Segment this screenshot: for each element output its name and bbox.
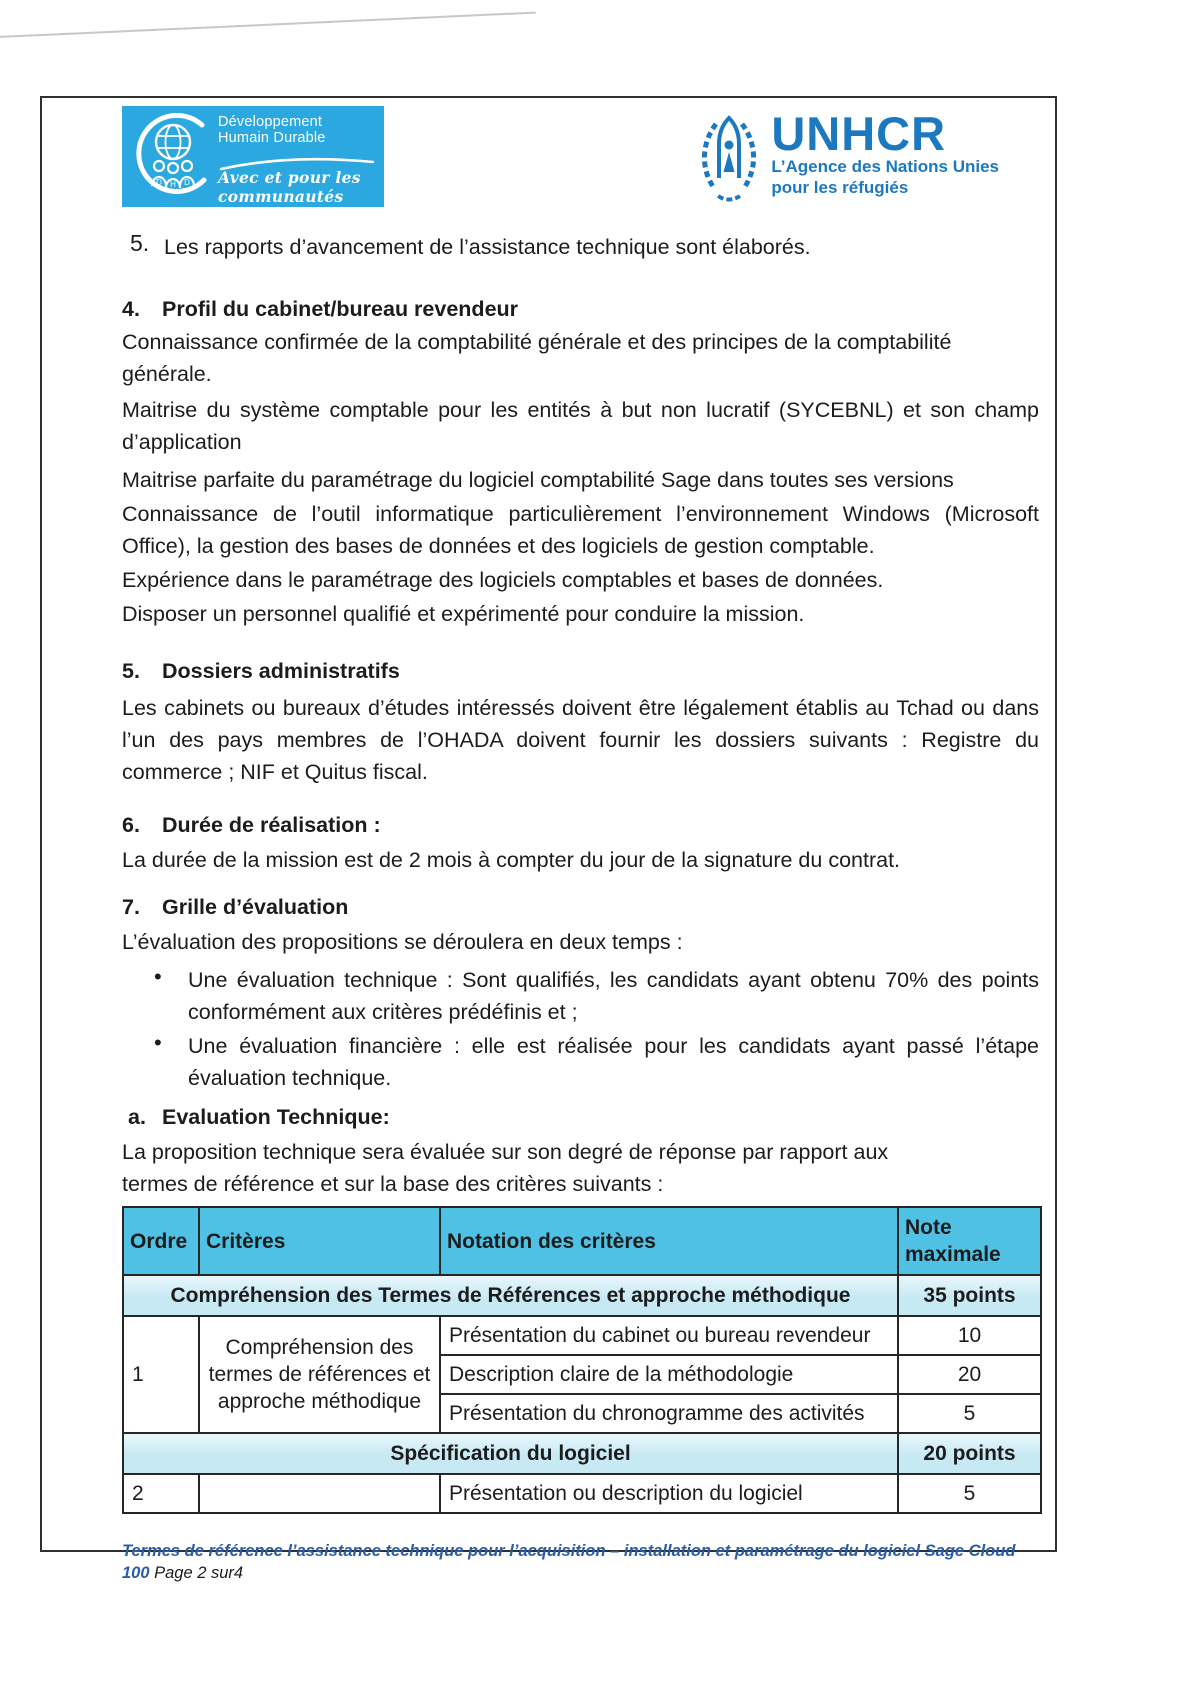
note-cell: 10 <box>898 1316 1041 1355</box>
section-4-paragraph-2: Maitrise du système comptable pour les entités à but non lucratif (SYCEBNL) et son champ d’application <box>122 398 1039 454</box>
subsection-heading-a <box>122 1102 1039 1132</box>
note-cell: 5 <box>898 1474 1041 1513</box>
unhcr-wordmark: UNHCR <box>771 107 947 160</box>
header-ordre: Ordre <box>123 1207 199 1275</box>
notation-cell: Présentation ou description du logiciel <box>440 1474 898 1513</box>
bullet-text: Une évaluation financière : elle est réalisée pour les candidats ayant passé l’étape évaluation technique. <box>188 1034 1039 1090</box>
note-cell: 20 <box>898 1355 1041 1394</box>
page-frame <box>40 96 1057 1582</box>
section-5-number: 5. <box>122 659 140 683</box>
scan-artifact-line <box>0 12 536 39</box>
group-2-label: Spécification du logiciel <box>123 1433 898 1474</box>
unhcr-subtitle-2: pour les réfugiés <box>771 178 909 197</box>
notation-cell: Description claire de la méthodologie <box>440 1355 898 1394</box>
section-6-paragraph-1: La durée de la mission est de 2 mois à compter du jour de la signature du contrat. <box>122 848 901 872</box>
subsection-a-title: Evaluation Technique: <box>162 1105 390 1129</box>
evaluation-table <box>122 1206 1042 1514</box>
section-4-paragraph-3: Maitrise parfaite du paramétrage du logiciel comptabilité Sage dans toutes ses versions <box>122 468 954 492</box>
list-item-5 <box>130 230 1039 262</box>
section-6-number: 6. <box>122 813 140 837</box>
section-5-paragraph-1: Les cabinets ou bureaux d’études intéressés doivent être légalement établis au Tchad ou dans l’un des pays membres de l’OHADA doivent fournir les dossiers suivants : Registre du commerce ; NIF et Quitus fiscal. <box>122 696 1039 784</box>
group-1-label: Compréhension des Termes de Références et approche méthodique <box>123 1275 898 1316</box>
section-heading-5 <box>122 656 1039 686</box>
header-note-maximale: Note maximale <box>898 1207 1041 1275</box>
unhcr-logo-text <box>771 107 999 198</box>
critere-cell <box>199 1474 440 1513</box>
section-4-paragraph-5: Expérience dans le paramétrage des logiciels comptables et bases de données. <box>122 568 884 592</box>
section-heading-6 <box>122 810 1039 840</box>
critere-cell: Compréhension des termes de références et approche méthodique <box>199 1316 440 1433</box>
dhd-emblem-icon <box>126 112 218 202</box>
section-5-title: Dossiers administratifs <box>162 659 400 683</box>
table-header-row <box>123 1207 1041 1275</box>
table-row <box>123 1474 1041 1513</box>
bullet-item-financiere <box>122 1030 1039 1094</box>
note-cell: 5 <box>898 1394 1041 1433</box>
list-item-text: Les rapports d’avancement de l’assistance technique sont élaborés. <box>164 235 811 259</box>
footer-page-number: Page 2 sur4 <box>154 1564 244 1582</box>
dhd-initial-d2: D <box>184 177 190 187</box>
group-2-points: 20 points <box>898 1433 1041 1474</box>
notation-cell: Présentation du chronogramme des activités <box>440 1394 898 1433</box>
header <box>122 106 1039 208</box>
page-footer <box>122 1540 1039 1584</box>
list-item-number: 5. <box>130 230 150 256</box>
bullet-icon <box>154 964 188 1028</box>
dhd-tagline: Avec et pour les communautés <box>218 167 361 206</box>
footer-document-title: Termes de référence l’assistance technique pour l’acquisition – installation et paramétrage du logiciel Sage Cloud 100 <box>122 1542 1016 1582</box>
section-heading-7 <box>122 892 1039 922</box>
subsection-a-paragraph: La proposition technique sera évaluée sur son degré de réponse par rapport aux termes de référence et sur la base des critères suivants : <box>122 1140 889 1196</box>
section-7-title: Grille d’évaluation <box>162 895 349 919</box>
header-notation: Notation des critères <box>440 1207 898 1275</box>
bullet-text: Une évaluation technique : Sont qualifiés, les candidats ayant obtenu 70% des points conformément aux critères prédéfinis et ; <box>188 968 1039 1024</box>
header-criteres: Critères <box>199 1207 440 1275</box>
dhd-logo <box>122 106 384 207</box>
group-1-points: 35 points <box>898 1275 1041 1316</box>
section-4-paragraph-6: Disposer un personnel qualifié et expérimenté pour conduire la mission. <box>122 602 805 626</box>
bullet-item-technique <box>122 964 1039 1028</box>
section-4-number: 4. <box>122 297 140 321</box>
section-4-paragraph-4: Connaissance de l’outil informatique particulièrement l’environnement Windows (Microsoft Office), la gestion des bases de données et des logiciels de gestion comptable. <box>122 502 1039 558</box>
subsection-a-letter: a. <box>128 1105 146 1129</box>
notation-cell: Présentation du cabinet ou bureau revendeur <box>440 1316 898 1355</box>
section-heading-4 <box>122 294 1039 324</box>
dhd-title: Développement Humain Durable <box>218 113 326 146</box>
unhcr-subtitle-1: L’Agence des Nations Unies <box>771 157 999 176</box>
table-group-row-1 <box>123 1275 1041 1316</box>
ordre-cell: 2 <box>123 1474 199 1513</box>
dhd-initial-d1: D <box>156 177 162 187</box>
section-6-title: Durée de réalisation : <box>162 813 381 837</box>
section-4-title: Profil du cabinet/bureau revendeur <box>162 297 519 321</box>
unhcr-emblem-icon <box>693 112 765 208</box>
table-row <box>123 1316 1041 1355</box>
ordre-cell: 1 <box>123 1316 199 1433</box>
table-group-row-2 <box>123 1433 1041 1474</box>
unhcr-logo <box>693 107 999 208</box>
section-7-intro: L’évaluation des propositions se déroulera en deux temps : <box>122 930 683 954</box>
dhd-initial-h: H <box>170 179 176 189</box>
bullet-icon <box>154 1030 188 1094</box>
section-7-number: 7. <box>122 895 140 919</box>
section-4-paragraph-1: Connaissance confirmée de la comptabilité générale et des principes de la comptabilité générale. <box>122 330 952 386</box>
dhd-logo-text <box>218 108 376 206</box>
